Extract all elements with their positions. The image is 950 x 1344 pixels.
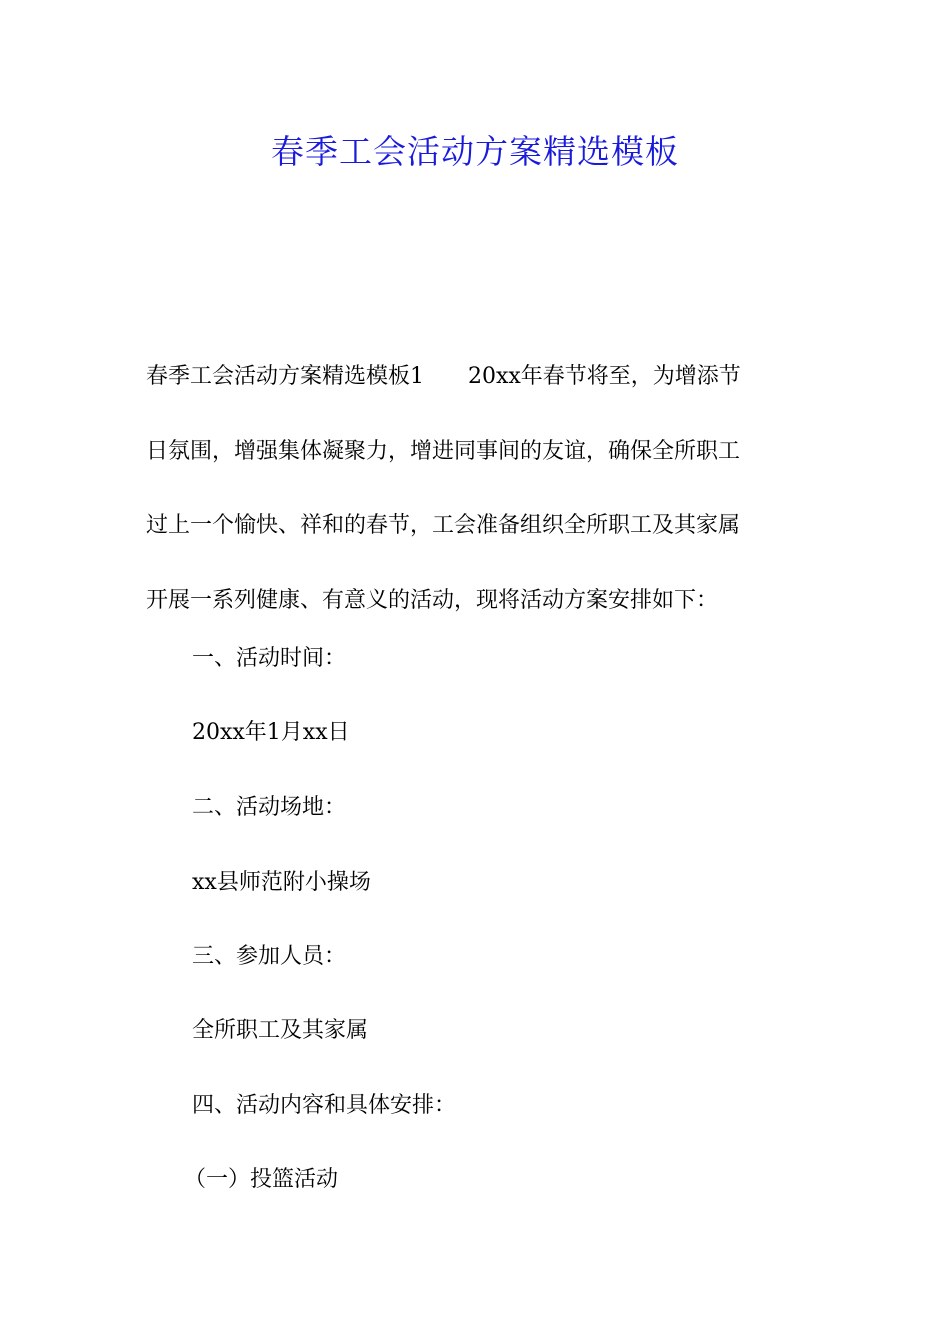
section-heading-venue: 二、活动场地： xyxy=(192,795,347,820)
activity-date: 20xx年1月xx日 xyxy=(192,720,350,745)
document-title: 春季工会活动方案精选模板 xyxy=(271,132,679,171)
subsection-basketball: （一）投篮活动 xyxy=(184,1167,339,1192)
intro-line: 过上一个愉快、祥和的春节，工会准备组织全所职工及其家属 xyxy=(146,513,741,538)
section-heading-time: 一、活动时间： xyxy=(192,646,347,671)
intro-line: 开展一系列健康、有意义的活动，现将活动方案安排如下： xyxy=(146,587,719,613)
intro-line: 春季工会活动方案精选模板1 20xx年春节将至，为增添节 xyxy=(146,364,741,389)
activity-participants: 全所职工及其家属 xyxy=(192,1018,369,1043)
section-heading-content: 四、活动内容和具体安排： xyxy=(192,1093,457,1118)
intro-paragraph xyxy=(146,340,816,638)
intro-line: 日氛围，增强集体凝聚力，增进同事间的友谊，确保全所职工 xyxy=(146,438,741,464)
section-heading-participants: 三、参加人员： xyxy=(192,944,347,969)
activity-venue: xx县师范附小操场 xyxy=(192,870,371,895)
